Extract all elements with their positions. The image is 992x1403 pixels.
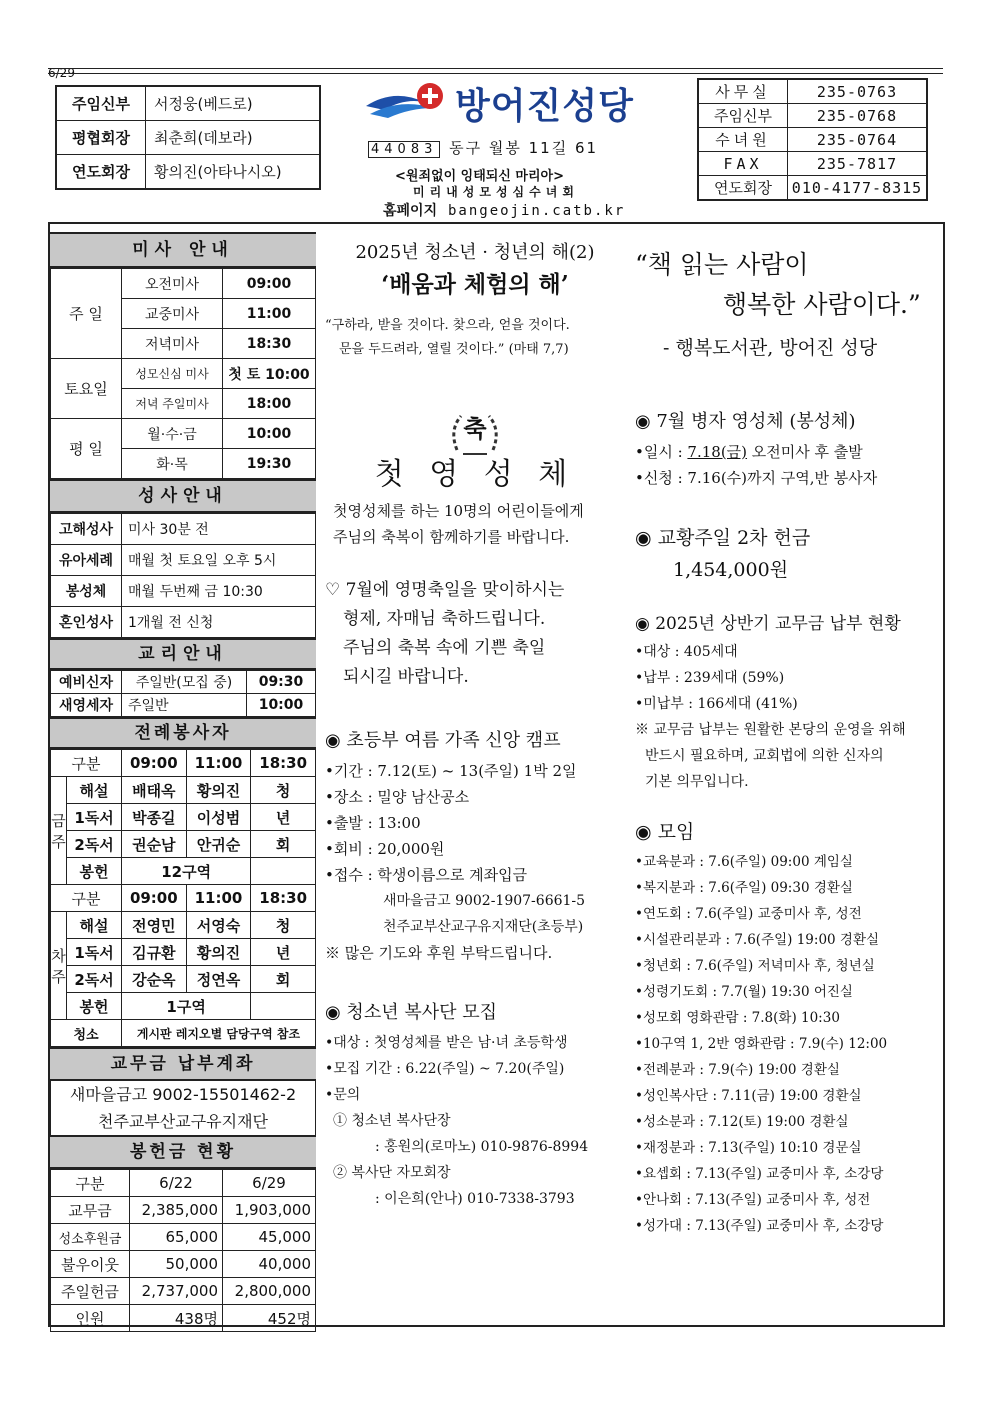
camp-account: 천주교부산교구유지재단(초등부) (383, 919, 584, 935)
scripture-quote-2: 문을 두드려라, 열릴 것이다.” (마태 7,7) (339, 342, 569, 357)
meeting-item: •요셉회 : 7.13(주일) 교중미사 후, 소강당 (635, 1166, 884, 1182)
server-name: 황의진 (186, 939, 251, 966)
phone-number: 235-7817 (788, 152, 928, 176)
homepage (383, 200, 625, 220)
dues-note: ※ 교무금 납부는 원활한 본당의 운영을 위해 (635, 722, 906, 738)
sick-date (635, 439, 935, 465)
dues-note: 기본 의무입니다. (645, 774, 749, 790)
week-char: 차 (51, 946, 66, 965)
phone-label: FAX (698, 152, 788, 176)
religious-order: 미리내성모성심수녀회 (413, 185, 579, 199)
meeting-item: •복지분과 : 7.6(주일) 09:30 경환실 (635, 880, 853, 896)
role-label: 2독서 (67, 831, 122, 858)
col-header: 18:30 (251, 750, 316, 777)
emblem-char: 축 (463, 414, 487, 443)
phone-label: 사무실 (698, 79, 788, 104)
left-column (50, 232, 316, 1332)
cleaning-label: 청소 (51, 1020, 122, 1047)
address-line (368, 137, 598, 158)
mass-time: 첫 토 10:00 (223, 359, 316, 389)
don-value: 45,000 (223, 1224, 316, 1251)
phone-label: 연도회장 (698, 176, 788, 201)
mass-name: 오전미사 (122, 269, 223, 299)
don-label: 성소후원금 (51, 1224, 130, 1251)
phone-table (697, 78, 928, 201)
server-name: 강순옥 (122, 966, 187, 993)
server-name: 청 (251, 912, 316, 939)
meeting-item: •성인복사단 : 7.11(금) 19:00 경환실 (635, 1088, 862, 1104)
don-value: 2,737,000 (130, 1278, 223, 1305)
top-rule (48, 68, 943, 74)
sick-apply: •신청 : 7.16(수)까지 구역,반 봉사자 (635, 469, 878, 487)
meeting-item: •성모회 영화관람 : 7.8(화) 10:30 (635, 1010, 840, 1026)
col-header: 11:00 (186, 885, 251, 912)
camp-title: ◉ 초등부 여름 가족 신앙 캠프 (325, 730, 561, 751)
donations-title: 봉헌금 현황 (50, 1135, 316, 1169)
server-name: 안귀순 (186, 831, 251, 858)
scripture-quote-1: “구하라, 받을 것이다. 찾으라, 얻을 것이다. (325, 318, 570, 333)
mass-time: 10:00 (223, 419, 316, 449)
homepage-label: 홈페이지 (383, 203, 438, 219)
year-title: 2025년 청소년 · 청년의 해(2) (355, 242, 595, 263)
mass-name: 월·수·금 (122, 419, 223, 449)
contact-value: : 홍원의(로마노) 010-9876-8994 (375, 1139, 589, 1155)
sick-date-prefix: •일시 : (635, 443, 688, 461)
meeting-item: •청년회 : 7.6(주일) 저녁미사 후, 청년실 (635, 958, 875, 974)
don-value: 65,000 (130, 1224, 223, 1251)
meetings-list (635, 849, 935, 1239)
communion-line2: 주님의 축복이 함께하기를 바랍니다. (333, 528, 570, 546)
address: 동구 월봉 11길 61 (449, 139, 599, 157)
saturday-label: 토요일 (51, 359, 122, 419)
slogan-from: - 행복도서관, 방어진 성당 (663, 337, 878, 359)
server-name: 회 (251, 831, 316, 858)
meetings-title: ◉ 모임 (635, 821, 695, 843)
meeting-item: •연도회 : 7.6(주일) 교중미사 후, 성전 (635, 906, 862, 922)
info-value: 서정웅(베드로) (146, 86, 321, 121)
don-value: 438명 (130, 1305, 223, 1332)
dues-account-line2: 천주교부산교구유지재단 (50, 1109, 316, 1135)
sacrament-label: 혼인성사 (51, 607, 122, 638)
don-label: 교무금 (51, 1197, 130, 1224)
camp-line: •회비 : 20,000원 (325, 840, 445, 858)
col-header: 구분 (51, 750, 122, 777)
server-name: 년 (251, 804, 316, 831)
servers-table-this-week (50, 749, 316, 1047)
postal-code: 44083 (368, 141, 440, 158)
dues-line: •미납부 : 166세대 (41%) (635, 696, 798, 712)
altar-title: ◉ 청소년 복사단 모집 (325, 1002, 497, 1023)
role-label: 2독서 (67, 966, 122, 993)
server-name: 박종길 (122, 804, 187, 831)
server-name: 김규환 (122, 939, 187, 966)
don-value: 2,385,000 (130, 1197, 223, 1224)
server-name: 청 (251, 777, 316, 804)
mass-time: 18:30 (223, 329, 316, 359)
meeting-item: •성가대 : 7.13(주일) 교중미사 후, 소강당 (635, 1218, 884, 1234)
contact-title: ① 청소년 복사단장 (333, 1113, 451, 1129)
dues-account-line1: 새마을금고 9002-15501462-2 (50, 1081, 316, 1109)
phone-label: 주임신부 (698, 104, 788, 128)
don-header: 6/22 (130, 1170, 223, 1197)
contact-title: ② 복사단 자모회장 (333, 1165, 451, 1181)
staff-info-table (55, 85, 321, 190)
sacrament-value: 매월 첫 토요일 오후 5시 (122, 545, 316, 576)
weekday-label: 평 일 (51, 419, 122, 479)
mass-name: 저녁 주일미사 (122, 389, 223, 419)
don-label: 주일헌금 (51, 1278, 130, 1305)
don-value: 452명 (223, 1305, 316, 1332)
phone-number: 235-0764 (788, 128, 928, 152)
phone-number: 235-0768 (788, 104, 928, 128)
server-name: 이성범 (186, 804, 251, 831)
mass-time: 11:00 (223, 299, 316, 329)
catechism-label: 새영세자 (51, 694, 122, 717)
dues-account-title: 교무금 납부계좌 (50, 1047, 316, 1081)
sacrament-label: 봉성체 (51, 576, 122, 607)
mass-name: 교중미사 (122, 299, 223, 329)
offering-group: 12구역 (122, 858, 251, 885)
mass-name: 성모신심 미사 (122, 359, 223, 389)
mass-title: 미사 안내 (50, 232, 316, 268)
don-value: 2,800,000 (223, 1278, 316, 1305)
homepage-url: bangeojin.catb.kr (447, 203, 626, 219)
meeting-item: •성령기도회 : 7.7(월) 19:30 어진실 (635, 984, 853, 1000)
server-name: 배태옥 (122, 777, 187, 804)
don-label: 인원 (51, 1305, 130, 1332)
birthday-line: ♡ 7월에 영명축일을 맞이하시는 (325, 580, 565, 600)
camp-account: 새마을금고 9002-1907-6661-5 (383, 893, 586, 909)
right-column (635, 245, 935, 1239)
week-char: 금 (51, 811, 66, 830)
role-label: 해설 (67, 912, 122, 939)
info-label: 연도회장 (56, 155, 146, 190)
camp-note: ※ 많은 기도와 후원 부탁드립니다. (325, 944, 553, 962)
birthday-line: 형제, 자매님 축하드립니다. (343, 609, 546, 629)
church-name: 방어진성당 (455, 86, 634, 127)
donations-table (50, 1169, 316, 1332)
don-header: 6/29 (223, 1170, 316, 1197)
col-header: 18:30 (251, 885, 316, 912)
altar-line: •모집 기간 : 6.22(주일) ~ 7.20(주일) (325, 1061, 565, 1077)
meeting-item: •시설관리분과 : 7.6(주일) 19:00 경환실 (635, 932, 880, 948)
meeting-item: •재정분과 : 7.13(주일) 10:10 경문실 (635, 1140, 862, 1156)
col-header: 09:00 (122, 885, 187, 912)
catechism-title: 교리안내 (50, 638, 316, 670)
week-char: 주 (51, 832, 66, 851)
col-header: 구분 (51, 885, 122, 912)
info-label: 평협회장 (56, 121, 146, 155)
server-name: 정연옥 (186, 966, 251, 993)
celebration-emblem-icon (447, 410, 503, 458)
server-name: 년 (251, 939, 316, 966)
catechism-value: 주일반 (122, 694, 247, 717)
sacrament-label: 유아세례 (51, 545, 122, 576)
server-name: 전영민 (122, 912, 187, 939)
catechism-time: 09:30 (247, 671, 316, 694)
pope-title: ◉ 교황주일 2차 헌금 (635, 527, 811, 549)
sick-date-value: 7.18(금) (687, 443, 748, 461)
sacrament-label: 고해성사 (51, 514, 122, 545)
sacraments-title: 성사안내 (50, 479, 316, 513)
sacrament-value: 매월 두번째 금 10:30 (122, 576, 316, 607)
info-label: 주임신부 (56, 86, 146, 121)
catechism-time: 10:00 (247, 694, 316, 717)
dues-line: •대상 : 405세대 (635, 644, 738, 660)
offering-group: 1구역 (122, 993, 251, 1020)
meeting-item: •전례분과 : 7.9(수) 19:00 경환실 (635, 1062, 840, 1078)
server-name: 서영숙 (186, 912, 251, 939)
don-header: 구분 (51, 1170, 130, 1197)
servers-title: 전례봉사자 (50, 717, 316, 749)
sacraments-table (50, 513, 316, 638)
don-value: 1,903,000 (223, 1197, 316, 1224)
year-subtitle: ‘배움과 체험의 해’ (381, 271, 569, 298)
mass-name: 화·목 (122, 449, 223, 479)
phone-number: 010-4177-8315 (788, 176, 928, 201)
phone-number: 235-0763 (788, 79, 928, 104)
communion-title: 첫 영 성 체 (374, 457, 576, 492)
middle-column (325, 240, 625, 1212)
dues-title: ◉ 2025년 상반기 교무금 납부 현황 (635, 614, 901, 634)
mass-time: 09:00 (223, 269, 316, 299)
sick-title: ◉ 7월 병자 영성체 (봉성체) (635, 411, 856, 432)
meeting-item: •성소분과 : 7.12(토) 19:00 경환실 (635, 1114, 849, 1130)
church-logo-icon (364, 80, 456, 122)
role-label: 해설 (67, 777, 122, 804)
slogan-line2: 행복한 사람이다.” (723, 290, 921, 319)
sacrament-value: 미사 30분 전 (122, 514, 316, 545)
mass-time: 19:30 (223, 449, 316, 479)
phone-label: 수녀원 (698, 128, 788, 152)
camp-line: •기간 : 7.12(토) ~ 13(주일) 1박 2일 (325, 762, 577, 780)
server-name: 권순남 (122, 831, 187, 858)
catechism-value: 주일반(모집 중) (122, 671, 247, 694)
motto: <원죄없이 잉태되신 마리아> (395, 169, 564, 184)
mass-time: 18:00 (223, 389, 316, 419)
role-label: 봉헌 (67, 858, 122, 885)
catechism-table (50, 670, 316, 717)
role-label: 봉헌 (67, 993, 122, 1020)
week-label (51, 777, 67, 885)
info-value: 황의진(아타나시오) (146, 155, 321, 190)
meeting-item: •10구역 1, 2반 영화관람 : 7.9(수) 12:00 (635, 1036, 888, 1052)
week-char: 주 (51, 967, 66, 986)
mass-table (50, 268, 316, 479)
col-header: 09:00 (122, 750, 187, 777)
camp-line: •접수 : 학생이름으로 계좌입금 (325, 866, 528, 884)
communion-line1: 첫영성체를 하는 10명의 어린이들에게 (333, 502, 584, 520)
pope-amount: 1,454,000원 (673, 559, 789, 581)
don-label: 불우이웃 (51, 1251, 130, 1278)
sick-date-rest: 오전미사 후 출발 (747, 443, 863, 461)
birthday-line: 되시길 바랍니다. (343, 667, 469, 687)
week-label (51, 912, 67, 1020)
col-header: 11:00 (186, 750, 251, 777)
catechism-label: 예비신자 (51, 671, 122, 694)
dues-line: •납부 : 239세대 (59%) (635, 670, 785, 686)
altar-line: •문의 (325, 1087, 361, 1103)
role-label: 1독서 (67, 939, 122, 966)
altar-line: •대상 : 첫영성체를 받은 남·녀 초등학생 (325, 1035, 568, 1051)
slogan-line1: “책 읽는 사람이 (635, 250, 809, 279)
sacrament-value: 1개월 전 신청 (122, 607, 316, 638)
sunday-label: 주 일 (51, 269, 122, 359)
contact-value: : 이은희(안나) 010-7338-3793 (375, 1191, 575, 1207)
mass-name: 저녁미사 (122, 329, 223, 359)
role-label: 1독서 (67, 804, 122, 831)
date-tag: 6/29 (48, 66, 75, 80)
meeting-item: •안나회 : 7.13(주일) 교중미사 후, 성전 (635, 1192, 871, 1208)
dues-note: 반드시 필요하며, 교회법에 의한 신자의 (645, 748, 884, 764)
server-name: 회 (251, 966, 316, 993)
birthday-line: 주님의 축복 속에 기쁜 축일 (343, 638, 546, 658)
meeting-item: •교육분과 : 7.6(주일) 09:00 계임실 (635, 854, 853, 870)
cleaning-value: 게시판 레지오별 담당구역 참조 (122, 1020, 316, 1047)
don-value: 50,000 (130, 1251, 223, 1278)
birthday-block (325, 576, 625, 692)
don-value: 40,000 (223, 1251, 316, 1278)
info-value: 최춘희(데보라) (146, 121, 321, 155)
camp-line: •장소 : 밀양 남산공소 (325, 788, 470, 806)
server-name: 황의진 (186, 777, 251, 804)
camp-line: •출발 : 13:00 (325, 814, 421, 832)
